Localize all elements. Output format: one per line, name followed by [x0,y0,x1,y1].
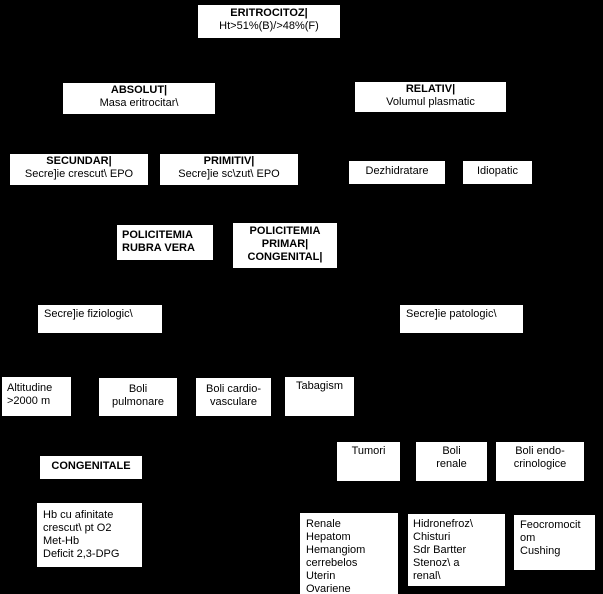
node-title: RUBRA VERA [122,242,195,254]
node-title: ABSOLUT| [110,84,168,96]
node-line: Hidronefroz\ [413,518,473,530]
node-line: Hb cu afinitate [43,509,114,521]
node-line: Stenoz\ a [413,557,460,569]
node-line: Met-Hb [43,535,80,547]
node-boli-renale [416,442,487,481]
node-line: Dezhidratare [365,165,429,177]
node-line: Secre]ie crescut\ EPO [24,168,134,180]
node-line: pulmonare [112,396,164,408]
node-line: renal\ [413,570,441,582]
node-title: RELATIV| [405,83,456,95]
node-boli-renale-list [408,514,505,586]
node-secretie-fiziologica [38,305,162,333]
node-congenitale [40,456,142,479]
node-hb-congenital [37,503,142,567]
node-absolut [63,83,215,114]
node-line: Boli cardio- [205,383,262,395]
node-line: Secre]ie patologic\ [406,308,497,320]
node-boli-cardiovasculare [196,378,271,416]
node-line: Chisturi [413,531,451,543]
node-title: POLICITEMIA [122,229,193,241]
node-boli-pulmonare [99,378,177,416]
node-secundar [10,154,148,185]
node-tumori [337,442,400,481]
node-title: CONGENITALE [51,460,131,472]
node-line: crinologice [513,458,567,470]
node-title: PRIMAR| [261,238,309,250]
node-line: Feocromocit [520,519,581,531]
node-policitemia-rubra-vera [117,225,213,260]
node-policitemia-primara-congenitala [233,223,337,268]
node-title: CONGENITAL| [247,251,323,263]
node-line: vasculare [209,396,258,408]
node-line: Hepatom [306,531,351,543]
node-line: Idiopatic [477,165,518,177]
node-secretie-patologica [400,305,523,333]
node-line: Ht>51%(B)/>48%(F) [219,20,319,32]
node-dezhidratare [349,161,445,184]
node-idiopatic [463,161,532,184]
node-line: crescut\ pt O2 [43,522,112,534]
node-title: PRIMITIV| [203,155,255,167]
node-feocromocitom [514,515,595,570]
node-line: Altitudine [7,382,53,394]
node-title: ERITROCITOZ| [230,7,308,19]
node-line: Secre]ie fiziologic\ [44,308,133,320]
node-line: Boli [128,383,148,395]
node-line: Secre]ie sc\zut\ EPO [178,168,280,180]
node-altitudine [2,377,71,416]
node-boli-endocrinologice [496,442,584,481]
node-line: Hemangiom [306,544,366,556]
node-line: Boli endo- [515,445,565,457]
node-title: POLICITEMIA [249,225,321,237]
node-line: Sdr Bartter [413,544,467,556]
node-title: SECUNDAR| [46,155,112,167]
node-line: om [520,532,536,544]
node-tumori-list [300,513,398,594]
node-line: Cushing [520,545,561,557]
node-line: Volumul plasmatic [386,96,475,108]
node-primitiv [160,154,298,185]
node-eritrocitoza [198,5,340,38]
node-line: Renale [306,518,341,530]
node-line: Masa eritrocitar\ [99,97,179,109]
node-line: Ovariene [306,583,351,594]
node-line: Boli [442,445,461,457]
node-line: Uterin [306,570,336,582]
node-line: Tumori [351,445,386,457]
node-relativ [355,82,506,112]
node-line: >2000 m [7,395,51,407]
node-line: Deficit 2,3-DPG [43,548,120,560]
node-line: cerrebelos [306,557,358,569]
node-line: renale [436,458,467,470]
node-tabagism [285,377,354,416]
node-line: Tabagism [295,380,344,392]
